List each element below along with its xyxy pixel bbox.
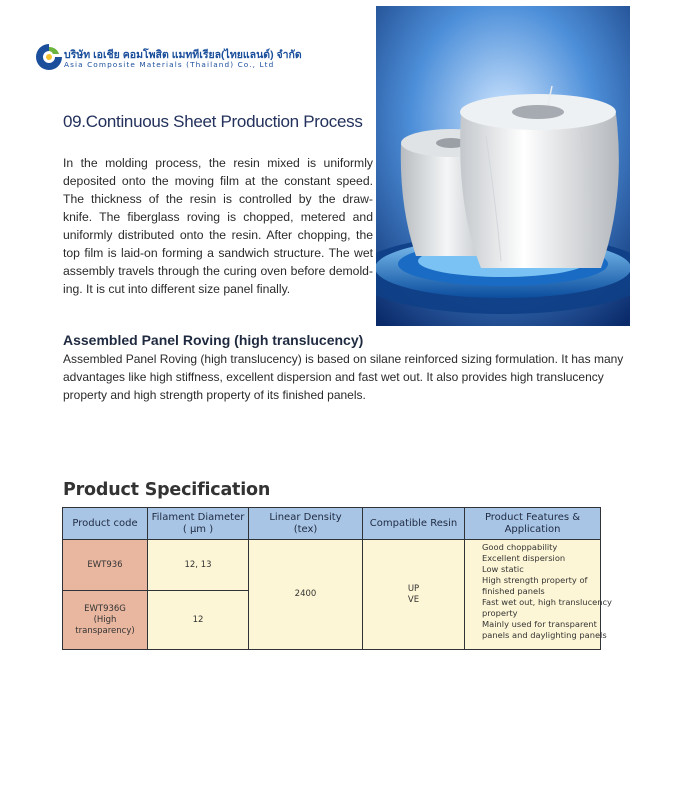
header-product-code: Product code — [63, 508, 148, 540]
intro-line: top film is laid-on forming a sandwich structure. The wet — [63, 246, 373, 260]
feature-line: panels and daylighting panels — [482, 630, 607, 640]
intro-line: uniformly distributed onto the resin. After chopping, the — [63, 228, 373, 242]
feature-line: finished panels — [482, 586, 545, 596]
cell-filament-diameter: 12, 13 — [148, 540, 249, 591]
intro-line: The thickness of the resin is controlled by the draw- — [63, 192, 373, 206]
feature-line: High strength property of — [482, 575, 588, 585]
feature-line: Mainly used for transparent — [482, 619, 597, 629]
description-line: Assembled Panel Roving (high translucency) is based on silane reinforced sizing formulation. It has — [63, 352, 591, 366]
intro-line: assembly travels through the curing oven before demold- — [63, 264, 373, 278]
feature-line: Good choppability — [482, 542, 558, 552]
intro-line: ing. It is cut into different size panel finally. — [63, 282, 291, 296]
description-line: property and high strength property of its finished panels. — [63, 388, 366, 402]
feature-line: property — [482, 608, 518, 618]
feature-line: Excellent dispersion — [482, 553, 566, 563]
company-logo — [34, 42, 64, 72]
cell-product-features — [465, 540, 612, 650]
product-title: Assembled Panel Roving (high translucency) — [63, 332, 364, 348]
cell-compatible-resin: UP VE — [363, 540, 465, 650]
cell-linear-density: 2400 — [249, 540, 363, 650]
spec-title: Product Specification — [63, 480, 271, 500]
intro-paragraph — [63, 154, 373, 298]
header-compatible-resin: Compatible Resin — [363, 508, 465, 540]
fiberglass-roving-photo — [376, 6, 630, 326]
table-row — [63, 540, 601, 591]
feature-line: Fast wet out, high translucency — [482, 597, 612, 607]
intro-line: knife. The fiberglass roving is chopped, metered and — [63, 210, 373, 224]
company-name-english: Asia Composite Materials (Thailand) Co., Ltd — [64, 60, 275, 69]
cell-product-code: EWT936G (High transparency) — [63, 591, 148, 650]
company-name-thai: บริษัท เอเชีย คอมโพสิต แมททีเรียล(ไทยแลนด์) จำกัด — [64, 49, 302, 61]
cell-filament-diameter: 12 — [148, 591, 249, 650]
spec-table — [62, 507, 612, 650]
header-product-features: Product Features & Application — [465, 508, 601, 540]
product-description — [63, 350, 643, 404]
header-filament-diameter: Filament Diameter ( μm ) — [148, 508, 249, 540]
intro-line: deposited onto the moving film at the constant speed. — [63, 174, 373, 188]
cell-product-code: EWT936 — [63, 540, 148, 591]
intro-line: In the molding process, the resin mixed is uniformly — [63, 156, 373, 170]
description-line: many advantages like high stiffness, excellent dispersion and fast wet out. It also provides high translucency — [63, 352, 624, 384]
header-linear-density: Linear Density (tex) — [249, 508, 363, 540]
section-title: 09.Continuous Sheet Production Process — [63, 112, 363, 131]
feature-line: Low static — [482, 564, 524, 574]
spec-header-row — [63, 508, 601, 540]
